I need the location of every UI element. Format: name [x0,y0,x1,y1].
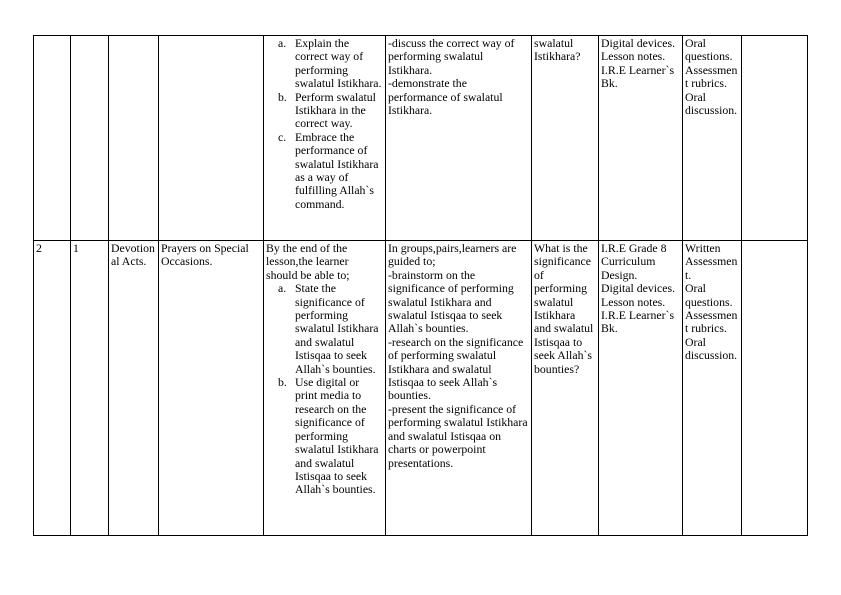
table-row [34,241,808,536]
outcome-item [266,282,382,376]
lesson-value: 1 [73,241,79,255]
assessment-item: Oral discussion. [685,334,738,363]
experience-item: -discuss the correct way of performing swalatul Istikhara. [388,36,515,77]
week-value: 2 [36,241,42,255]
cell-substrand [159,241,264,536]
resource-item: I.R.E Learner`s Bk. [601,308,675,336]
cell-strand [109,36,159,241]
outcome-item [266,376,382,497]
outcomes-intro: By the end of the lesson,the learner should be able to; [266,241,350,282]
outcome-text: Perform swalatul Istikhara in the correct way. [295,89,376,131]
assessment-item: Written Assessment. [685,241,738,282]
experience-item: In groups,pairs,learners are guided to; [388,241,517,269]
resource-item: I.R.E Learner`s Bk. [601,62,675,91]
outcome-text: Explain the correct way of performing swalatul Istikhara. [295,36,382,91]
cell-outcomes [264,36,386,241]
list-marker: b. [278,89,287,104]
resource-item: I.R.E Grade 8 Curriculum Design. [601,241,667,282]
cell-assessment [683,36,742,241]
experience-item: -brainstorm on the significance of performing swalatul Istikhara and swalatul Istisqaa to seek Allah`s bounties. [388,267,514,336]
cell-inquiry [532,241,599,536]
table-row [34,36,808,241]
outcome-item [266,91,382,131]
inquiry-question: swalatul Istikhara? [534,36,581,64]
resource-item: Digital devices. [601,36,676,50]
experience-item: -demonstrate the performance of swalatul Istikhara. [388,76,503,118]
cell-strand [109,241,159,536]
cell-lesson [71,241,109,536]
experience-item: -present the significance of performing swalatul Istikhara and swalatul Istisqaa on charts or powerpoint presentations. [388,401,528,470]
assessment-item: Oral questions. [685,281,733,309]
assessment-item: Assessment rubrics. [685,308,738,336]
outcome-text: State the significance of performing swalatul Istikhara and swalatul Istisqaa to seek Allah`s bounties. [295,281,379,376]
list-marker: b. [278,375,287,390]
scheme-of-work-table [33,35,808,536]
cell-remarks [742,36,808,241]
cell-remarks [742,241,808,536]
list-marker: a. [278,281,287,296]
assessment-item: Assessment rubrics. [685,62,738,91]
resource-item: Digital devices. [601,281,676,296]
cell-experiences [386,241,532,536]
outcome-item [266,37,382,91]
cell-resources [599,36,683,241]
cell-resources [599,241,683,536]
cell-week [34,241,71,536]
substrand-value: Prayers on Special Occasions. [161,241,249,269]
inquiry-question: What is the significance of performing swalatul Istikhara and swalatul Istisqaa to seek Allah`s bounties? [534,241,594,376]
assessment-item: Oral questions. [685,36,733,64]
cell-substrand [159,36,264,241]
resource-item: Lesson notes. [601,49,666,64]
outcome-text: Embrace the performance of swalatul Istikhara as a way of fulfilling Allah`s command. [295,129,379,211]
strand-value: Devotional Acts. [111,241,155,269]
outcome-text: Use digital or print media to research on the significance of performing swalatul Istikhara and swalatul Istisqaa to seek Allah`s bounties. [295,375,379,497]
assessment-item: Oral discussion. [685,89,738,118]
cell-assessment [683,241,742,536]
list-marker: a. [278,36,287,50]
cell-experiences [386,36,532,241]
resource-item: Lesson notes. [601,294,666,309]
cell-week [34,36,71,241]
outcome-item [266,131,382,211]
cell-inquiry [532,36,599,241]
list-marker: c. [278,129,287,144]
experience-item: -research on the significance of performing swalatul Istikhara and swalatul Istisqaa to seek Allah`s bounties. [388,334,524,403]
cell-outcomes [264,241,386,536]
cell-lesson [71,36,109,241]
